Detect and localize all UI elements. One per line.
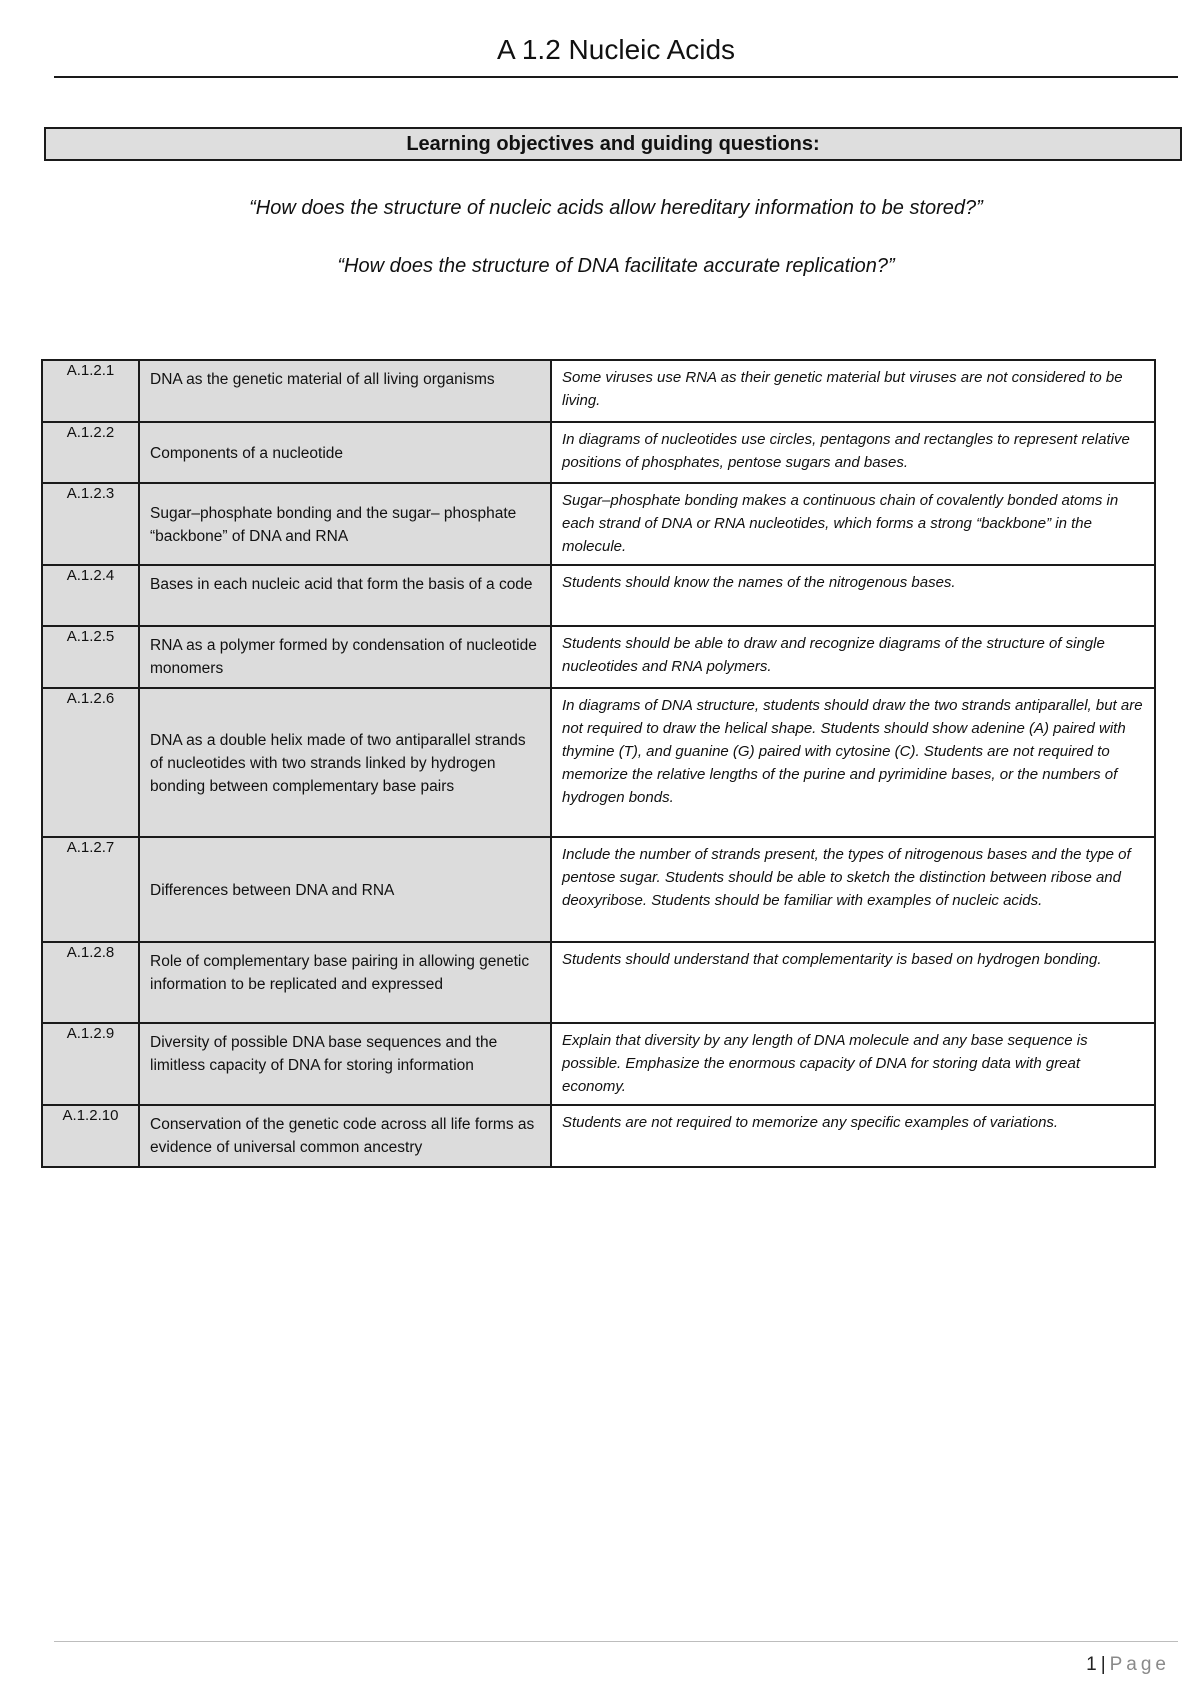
objective-code: A.1.2.2: [42, 422, 139, 483]
objective-topic: RNA as a polymer formed by condensation of nucleotide monomers: [139, 626, 551, 688]
objective-topic: Components of a nucleotide: [139, 422, 551, 483]
guiding-question-2: “How does the structure of DNA facilitate accurate replication?”: [337, 255, 895, 277]
page-footer: [54, 1641, 1178, 1682]
page-header: [54, 28, 1178, 78]
objective-topic: Differences between DNA and RNA: [139, 837, 551, 942]
objective-guidance: Students should be able to draw and recognize diagrams of the structure of single nucleotides and RNA polymers.: [551, 626, 1155, 688]
table-row: [42, 942, 1155, 1023]
objective-guidance: Explain that diversity by any length of DNA molecule and any base sequence is possible. Emphasize the enormous capacity of DNA for storing data with great economy.: [551, 1023, 1155, 1105]
objective-topic: DNA as the genetic material of all living organisms: [139, 360, 551, 422]
objective-topic: Diversity of possible DNA base sequences and the limitless capacity of DNA for storing information: [139, 1023, 551, 1105]
table-row: [42, 565, 1155, 626]
objective-guidance: In diagrams of nucleotides use circles, pentagons and rectangles to represent relative positions of phosphates, pentose sugars and bases.: [551, 422, 1155, 483]
objective-code: A.1.2.10: [42, 1105, 139, 1167]
objective-guidance: Students should understand that complementarity is based on hydrogen bonding.: [551, 942, 1155, 1023]
table-row: [42, 626, 1155, 688]
objective-code: A.1.2.9: [42, 1023, 139, 1105]
objective-topic: Conservation of the genetic code across all life forms as evidence of universal common ancestry: [139, 1105, 551, 1167]
page-title: A 1.2 Nucleic Acids: [496, 34, 736, 65]
page-number-label: [1086, 1654, 1170, 1676]
table-row: [42, 1023, 1155, 1105]
guiding-question-1: “How does the structure of nucleic acids allow hereditary information to be stored?”: [249, 197, 983, 219]
objective-guidance: Some viruses use RNA as their genetic material but viruses are not considered to be living.: [551, 360, 1155, 422]
objectives-table: [41, 359, 1156, 1168]
objective-code: A.1.2.1: [42, 360, 139, 422]
table-row: [42, 1105, 1155, 1167]
objective-topic: DNA as a double helix made of two antiparallel strands of nucleotides with two strands linked by hydrogen bonding between complementary base pairs: [139, 688, 551, 837]
objective-code: A.1.2.8: [42, 942, 139, 1023]
objective-code: A.1.2.4: [42, 565, 139, 626]
page-word: Page: [1109, 1654, 1170, 1675]
table-row: [42, 483, 1155, 565]
objective-code: A.1.2.6: [42, 688, 139, 837]
objective-topic: Sugar–phosphate bonding and the sugar– phosphate “backbone” of DNA and RNA: [139, 483, 551, 565]
table-row: [42, 837, 1155, 942]
objective-topic: Bases in each nucleic acid that form the basis of a code: [139, 565, 551, 626]
objective-guidance: Sugar–phosphate bonding makes a continuous chain of covalently bonded atoms in each strand of DNA or RNA nucleotides, which forms a strong “backbone” in the molecule.: [551, 483, 1155, 565]
table-row: [42, 360, 1155, 422]
objective-code: A.1.2.3: [42, 483, 139, 565]
objective-guidance: In diagrams of DNA structure, students should draw the two strands antiparallel, but are not required to draw the helical shape. Students should show adenine (A) paired with thymine (T), and guanine (G) paired with cytosine (C). Students are not required to memorize the relative lengths of the purine and pyrimidine bases, or the numbers of hydrogen bonds.: [551, 688, 1155, 837]
page-number: 1: [1086, 1654, 1097, 1675]
table-row: [42, 422, 1155, 483]
objective-topic: Role of complementary base pairing in allowing genetic information to be replicated and expressed: [139, 942, 551, 1023]
objective-code: A.1.2.5: [42, 626, 139, 688]
table-row: [42, 688, 1155, 837]
objective-guidance: Students are not required to memorize any specific examples of variations.: [551, 1105, 1155, 1167]
objective-code: A.1.2.7: [42, 837, 139, 942]
page-separator: |: [1100, 1654, 1106, 1675]
objective-guidance: Include the number of strands present, the types of nitrogenous bases and the type of pentose sugar. Students should be able to sketch the distinction between ribose and deoxyribose. Students should be familiar with examples of nucleic acids.: [551, 837, 1155, 942]
objectives-heading: Learning objectives and guiding questions:: [44, 127, 1182, 161]
objective-guidance: Students should know the names of the nitrogenous bases.: [551, 565, 1155, 626]
